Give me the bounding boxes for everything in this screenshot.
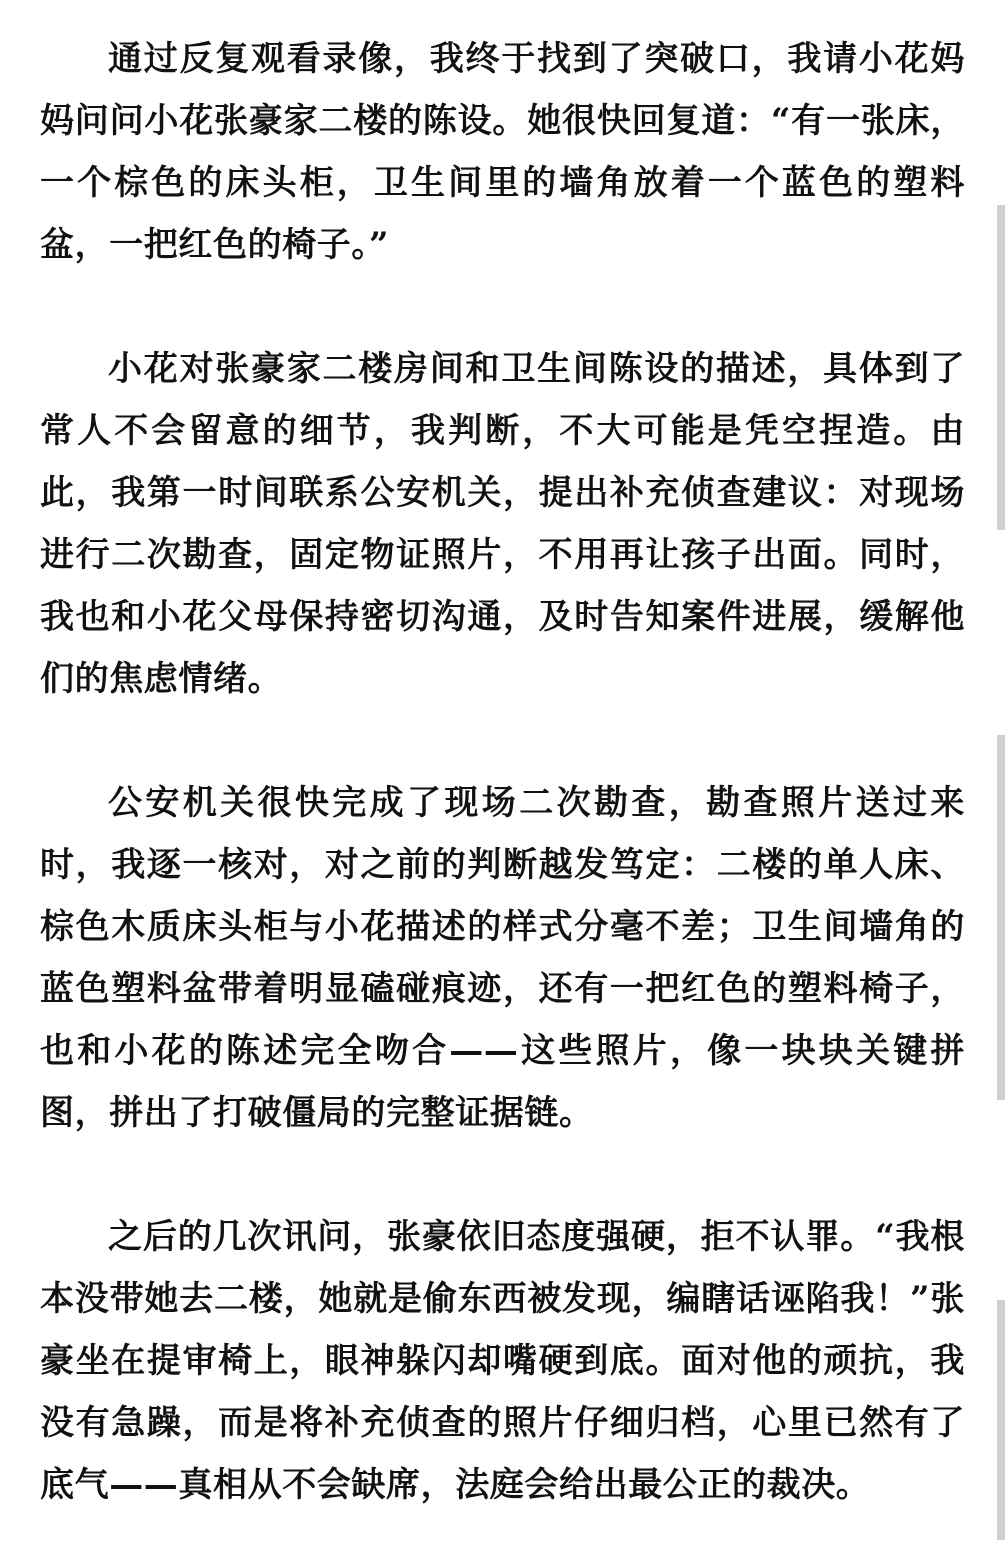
paragraph-3: 公安机关很快完成了现场二次勘查，勘查照片送过来时，我逐一核对，对之前的判断越发笃定：二楼的单人床、棕色木质床头柜与小花描述的样式分毫不差；卫生间墙角的蓝色塑料盆带着明显磕碰痕迹，还有一把红色的塑料椅子，也和小花的陈述完全吻合——这些照片，像一块块关键拼图，拼出了打破僵局的完整证据链。	[40, 783, 965, 1133]
scrollbar-segment	[997, 205, 1005, 530]
scrollbar-segment	[997, 1300, 1005, 1540]
article-body	[40, 28, 965, 1516]
paragraph-4: 之后的几次讯问，张豪依旧态度强硬，拒不认罪。“我根本没带她去二楼，她就是偷东西被发现，编瞎话诬陷我！”张豪坐在提审椅上，眼神躲闪却嘴硬到底。面对他的顽抗，我没有急躁，而是将补充侦查的照片仔细归档，心里已然有了底气——真相从不会缺席，法庭会给出最公正的裁决。	[40, 1217, 965, 1505]
paragraph-1: 通过反复观看录像，我终于找到了突破口，我请小花妈妈问问小花张豪家二楼的陈设。她很快回复道：“有一张床，一个棕色的床头柜，卫生间里的墙角放着一个蓝色的塑料盆，一把红色的椅子。”	[40, 39, 965, 265]
paragraph-2: 小花对张豪家二楼房间和卫生间陈设的描述，具体到了常人不会留意的细节，我判断，不大可能是凭空捏造。由此，我第一时间联系公安机关，提出补充侦查建议：对现场进行二次勘查，固定物证照片，不用再让孩子出面。同时，我也和小花父母保持密切沟通，及时告知案件进展，缓解他们的焦虑情绪。	[40, 349, 965, 699]
scrollbar-segment	[997, 735, 1005, 1100]
